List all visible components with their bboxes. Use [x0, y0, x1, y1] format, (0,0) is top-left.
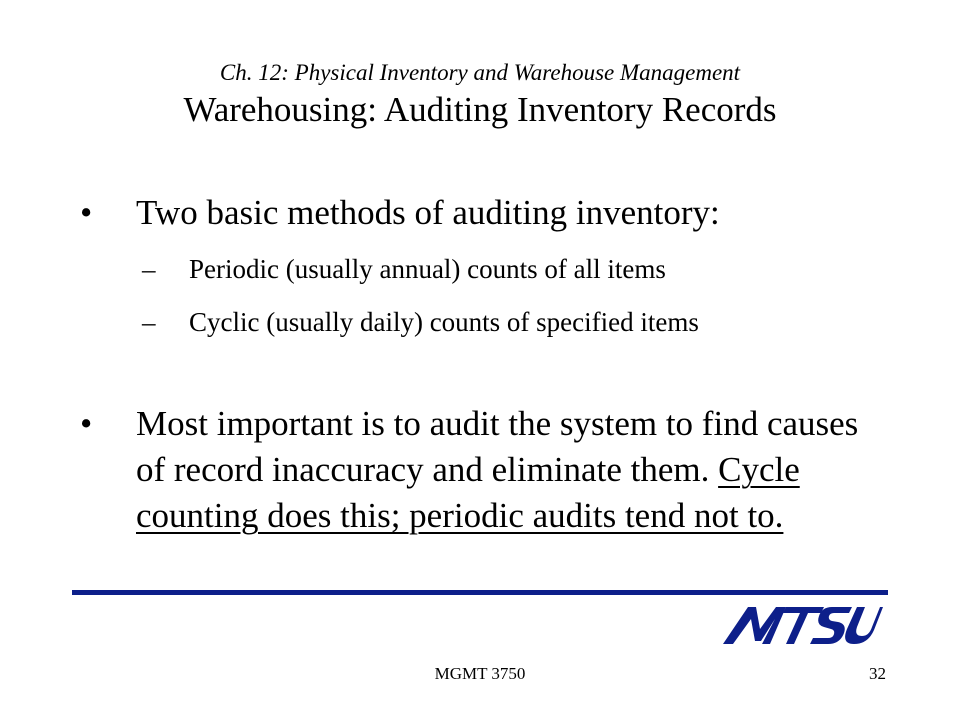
dash-icon: –	[142, 254, 156, 284]
sub-bullet-text: Cyclic (usually daily) counts of specified items	[189, 307, 699, 337]
bullet-text	[136, 401, 896, 539]
mtsu-logo	[720, 603, 885, 646]
bullet-text-underlined: Cycle counting does this; periodic audits tend not to.	[136, 450, 800, 535]
footer-course: MGMT 3750	[434, 664, 526, 683]
sub-bullet-text: Periodic (usually annual) counts of all items	[189, 254, 666, 284]
page-number: 32	[869, 664, 886, 683]
divider-rule	[72, 590, 888, 595]
bullet-icon: •	[80, 193, 93, 232]
dash-icon: –	[142, 307, 156, 337]
chapter-subtitle: Ch. 12: Physical Inventory and Warehouse Management	[219, 60, 741, 85]
bullet-text-main: Most important is to audit the system to find causes of record inaccuracy and eliminate them.	[136, 404, 859, 489]
title-block	[0, 58, 960, 132]
bullet-icon: •	[80, 404, 93, 443]
slide-title: Warehousing: Auditing Inventory Records	[183, 90, 777, 129]
bullet-text: Two basic methods of auditing inventory:	[136, 193, 720, 232]
